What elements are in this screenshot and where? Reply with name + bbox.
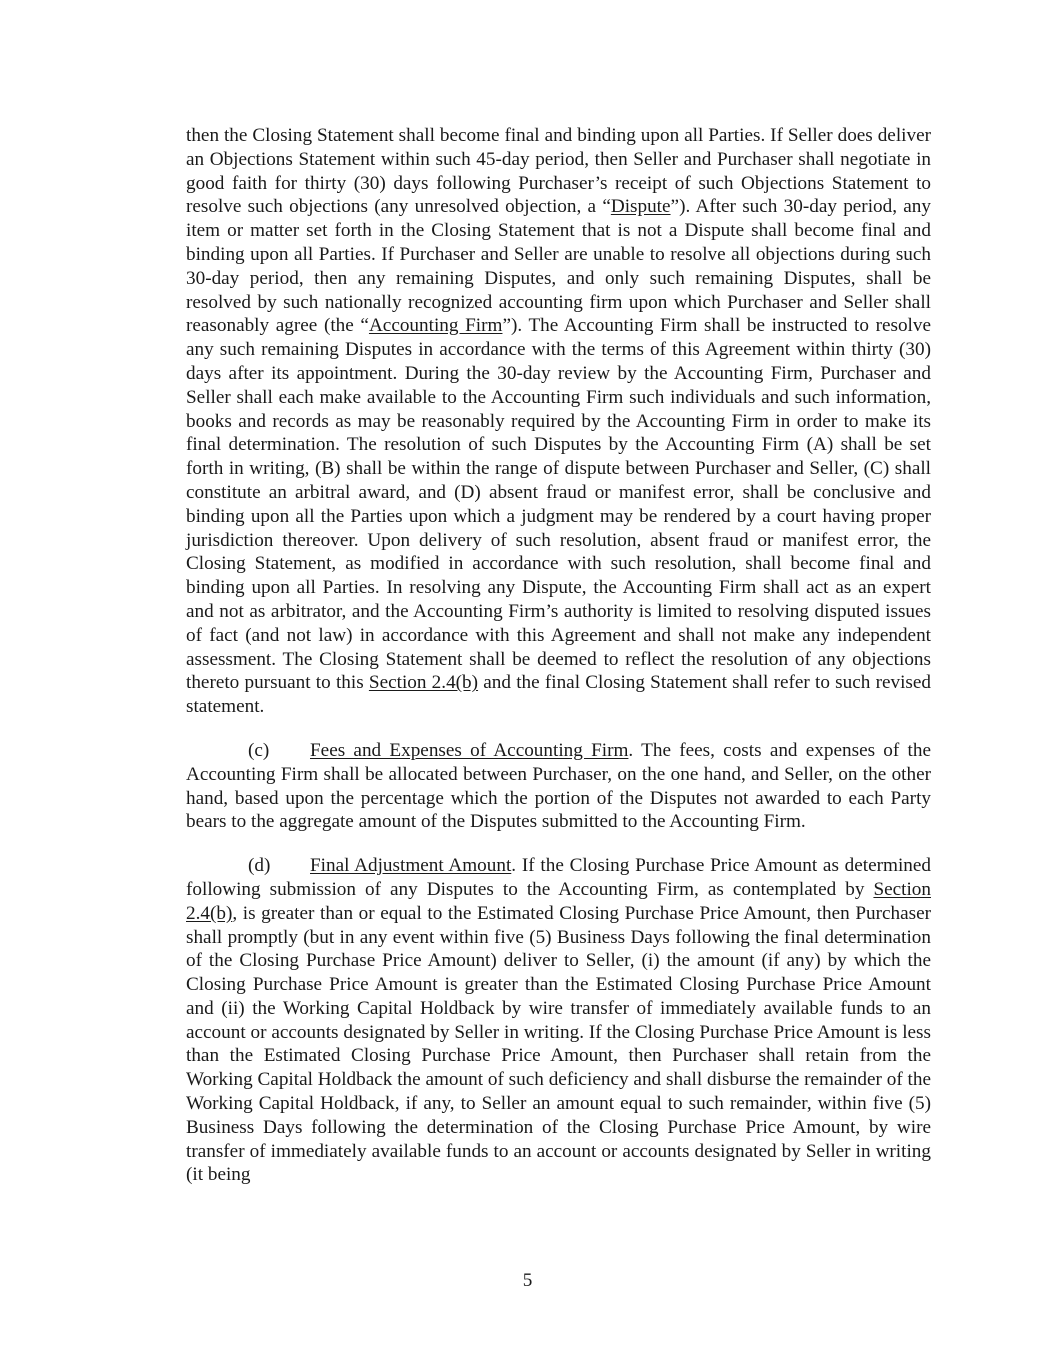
section-heading: Fees and Expenses of Accounting Firm bbox=[310, 739, 629, 761]
defined-term-dispute: Dispute bbox=[610, 196, 671, 218]
paragraph-text: and the final Closing Statement shall refer to such revised statement. bbox=[186, 672, 931, 718]
section-reference: Section 2.4(b) bbox=[186, 878, 931, 924]
paragraph-text: then the Closing Statement shall become final and binding upon all Parties. If Seller does deliver an Objections Statement within such 45-day period, then Seller and Purchaser shall negotiate in good faith for thirty (30) days following Purchaser’s receipt of such Objections Statement to resolve such objections (any unresolved objection, a “ bbox=[186, 125, 931, 218]
paragraph-text: . The fees, costs and expenses of the Accounting Firm shall be allocated between Purchaser, on the one hand, and Seller, on the other hand, based upon the percentage which the portion of the Disputes not awarded to each Party bears to the aggregate amount of the Disputes submitted to the Accounting Firm. bbox=[186, 739, 931, 833]
section-label: (d) bbox=[248, 855, 271, 877]
section-label: (c) bbox=[248, 739, 270, 761]
paragraph-d-final-adjustment-amount bbox=[186, 854, 931, 1187]
defined-term-accounting-firm: Accounting Firm bbox=[368, 315, 503, 337]
paragraph-text: , is greater than or equal to the Estimated Closing Purchase Price Amount, then Purchaser shall promptly (but in any event within five (5) Business Days following the final determination of the Closing Purchase Price Amount) deliver to Seller, (i) the amount (if any) by which the Closing Purchase Price Amount is greater than the Estimated Closing Purchase Price Amount and (ii) the Working Capital Holdback by wire transfer of immediately available funds to an account or accounts designated by Seller in writing. If the Closing Purchase Price Amount is less than the Estimated Closing Purchase Price Amount, then Purchaser shall retain from the Working Capital Holdback the amount of such deficiency and shall disburse the remainder of the Working Capital Holdback, if any, to Seller an amount equal to such remainder, within five (5) Business Days following the determination of the Closing Purchase Price Amount, by wire transfer of immediately available funds to an account or accounts designated by Seller in writing (it being bbox=[186, 902, 931, 1186]
paragraph-text: ”). After such 30-day period, any item or matter set forth in the Closing Statement that is not a Dispute shall become final and binding upon all Parties. If Purchaser and Seller are unable to resolve all objections during such 30-day period, then any remaining Disputes, and only such remaining Disputes, shall be resolved by such nationally recognized accounting firm upon which Purchaser and Seller shall reasonably agree (the “ bbox=[186, 196, 931, 337]
section-reference: Section 2.4(b) bbox=[368, 672, 479, 694]
paragraph-text: . If the Closing Purchase Price Amount as determined following submission of any Disputes to the Accounting Firm, as contemplated by bbox=[186, 855, 931, 900]
page-number: 5 bbox=[522, 1270, 533, 1291]
document-body bbox=[186, 124, 931, 1207]
paragraph-text: ”). The Accounting Firm shall be instructed to resolve any such remaining Disputes in accordance with the terms of this Agreement within thirty (30) days after its appointment. During the 30-day review by the Accounting Firm, Purchaser and Seller shall each make available to the Accounting Firm such individuals and such information, books and records as may be reasonably required by the Accounting Firm in order to make its final determination. The resolution of such Disputes by the Accounting Firm (A) shall be set forth in writing, (B) shall be within the range of dispute between Purchaser and Seller, (C) shall constitute an arbitral award, and (D) absent fraud or manifest error, shall be conclusive and binding upon all the Parties upon which a judgment may be rendered by a court having proper jurisdiction thereover. Upon delivery of such resolution, absent fraud or manifest error, the Closing Statement, as modified in accordance with such resolution, shall become final and binding upon all Parties. In resolving any Dispute, the Accounting Firm shall act as an expert and not as arbitrator, and the Accounting Firm’s authority is limited to resolving disputed issues of fact (and not law) in accordance with this Agreement and shall not make any independent assessment. The Closing Statement shall be deemed to reflect the resolution of any objections thereto pursuant to this bbox=[186, 315, 931, 694]
paragraph-c-fees-and-expenses bbox=[186, 739, 931, 834]
paragraph-closing-statement-dispute bbox=[186, 124, 931, 719]
section-heading: Final Adjustment Amount bbox=[310, 855, 512, 877]
